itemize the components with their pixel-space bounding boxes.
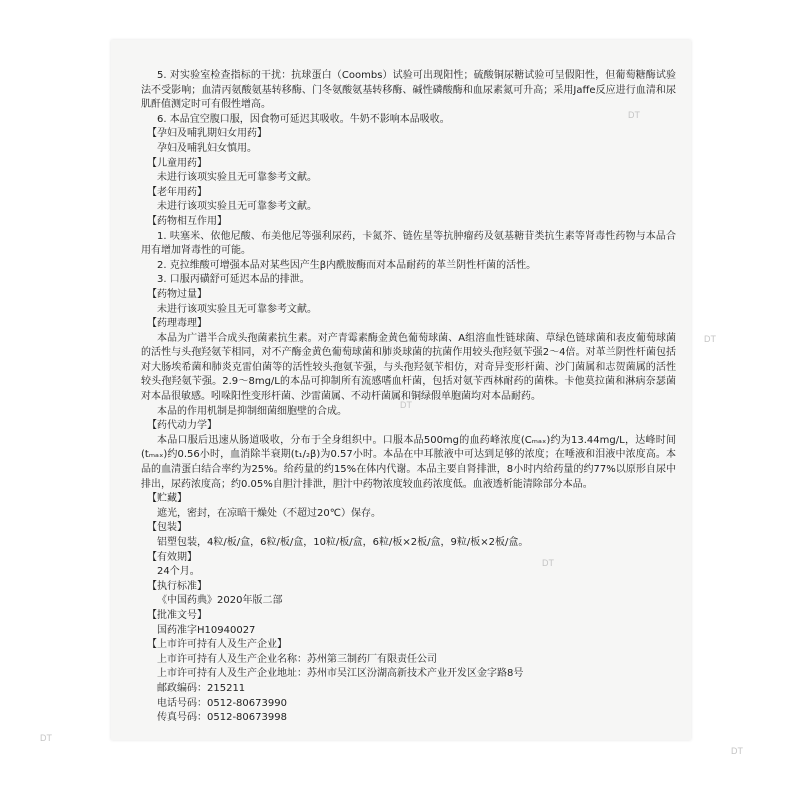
paragraph: 遮光，密封，在凉暗干燥处（不超过20℃）保存。 [157,507,381,519]
watermark: DT [731,746,743,756]
section-heading: 【药物相互作用】 [147,215,227,227]
paragraph: 未进行该项实验且无可靠参考文献。 [157,201,317,213]
section-heading: 【执行标准】 [147,580,207,592]
paragraph: 1. 呋塞米、依他尼酸、布美他尼等强利尿药，卡氮芥、链佐星等抗肿瘤药及氨基糖苷类抗生素等肾毒性药物与本品合用有增加肾毒性的可能。 [141,230,676,257]
paragraph: 本品为广谱半合成头孢菌素抗生素。对产青霉素酶金黄色葡萄球菌、A组溶血性链球菌、草绿色链球菌和表皮葡萄球菌的活性与头孢羟氨苄相同，对不产酶金黄色葡萄球菌和肺炎球菌的抗菌作用较头孢羟氨苄强2～4倍。对革兰阴性杆菌包括对大肠埃希菌和肺炎克雷伯菌等的活性较头孢氨苄强，与头孢羟氨苄相仿，对奇异变形杆菌、沙门菌属和志贺菌属的活性较头孢羟氨苄强。2.9～8mg/L的本品可抑制所有流感嗜血杆菌，包括对氨苄西林耐药的菌株。卡他莫拉菌和淋病奈瑟菌对本品很敏感。吲哚阳性变形杆菌、沙雷菌属、不动杆菌属和铜绿假单胞菌均对本品耐药。 [141,332,676,403]
paragraph: 未进行该项实验且无可靠参考文献。 [157,172,317,184]
watermark: DT [40,733,52,743]
paragraph: 本品的作用机制是抑制细菌细胞壁的合成。 [157,405,347,417]
paragraph: 2. 克拉维酸可增强本品对某些因产生β内酰胺酶而对本品耐药的革兰阴性杆菌的活性。 [157,259,537,271]
info-line: 上市许可持有人及生产企业名称：苏州第三制药厂有限责任公司 [157,653,437,665]
section-heading: 【贮藏】 [147,493,187,505]
paragraph: 未进行该项实验且无可靠参考文献。 [157,303,317,315]
paragraph: 6. 本品宜空腹口服，因食物可延迟其吸收。牛奶不影响本品吸收。 [157,113,450,125]
paragraph: 《中国药典》2020年版二部 [157,595,283,607]
section-heading: 【包装】 [147,522,187,534]
leaflet-text [141,69,676,726]
info-line: 邮政编码：215211 [157,682,246,694]
paragraph: 本品口服后迅速从肠道吸收，分布于全身组织中。口服本品500mg的血药峰浓度(Cₘₐₓ)约为13.44mg/L，达峰时间(tₘₐₓ)约0.56小时，血消除半衰期(t₁/₂β)为0.57小时。本品在中耳脓液中可达到足够的浓度；在唾液和泪液中浓度高。本品的血清蛋白结合率约为25%。给药量的约15%在体内代谢。本品主要自肾排泄，8小时内给药量的约77%以原形自尿中排出，尿药浓度高；约0.05%自胆汁排泄，胆汁中药物浓度较血药浓度低。血液透析能清除部分本品。 [141,434,676,490]
paragraph: 24个月。 [157,566,200,578]
section-heading: 【药物过量】 [147,288,207,300]
section-heading: 【儿童用药】 [147,157,207,169]
watermark: DT [704,334,716,344]
section-heading: 【药理毒理】 [147,318,207,330]
section-heading: 【孕妇及哺乳期妇女用药】 [147,128,267,140]
section-heading: 【药代动力学】 [147,420,217,432]
section-heading: 【老年用药】 [147,186,207,198]
info-line: 传真号码：0512-80673998 [157,712,287,724]
section-heading: 【上市许可持有人及生产企业】 [147,639,287,651]
paragraph: 国药准字H10940027 [157,624,256,636]
paragraph: 铝塑包装，4粒/板/盒，6粒/板/盒，10粒/板/盒，6粒/板×2板/盒，9粒/板×2板/盒。 [157,537,529,548]
paragraph: 3. 口服丙磺舒可延迟本品的排泄。 [157,274,310,286]
watermark: DT [542,558,554,568]
section-heading: 【批准文号】 [147,609,207,621]
info-line: 上市许可持有人及生产企业地址：苏州市吴江区汾湖高新技术产业开发区金字路8号 [157,668,524,680]
info-line: 电话号码：0512-80673990 [157,697,287,709]
leaflet-page [111,40,691,740]
watermark: DT [400,400,412,410]
paragraph: 孕妇及哺乳妇女慎用。 [157,142,257,154]
watermark: DT [628,110,640,120]
section-heading: 【有效期】 [147,551,197,563]
paragraph: 5. 对实验室检查指标的干扰：抗球蛋白（Coombs）试验可出现阳性；硫酸铜尿糖试验可呈假阳性，但葡萄糖酶试验法不受影响；血清丙氨酸氨基转移酶、门冬氨酸氨基转移酶、碱性磷酸酶和血尿素氮可升高；采用Jaffe反应进行血清和尿肌酐值测定时可有假性增高。 [141,70,676,111]
